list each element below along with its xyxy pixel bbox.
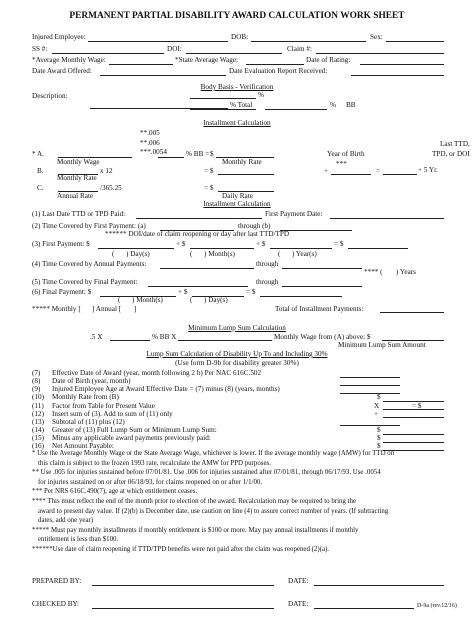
total-installment-field[interactable] (380, 312, 444, 313)
prepared-by-field[interactable] (92, 585, 274, 586)
monthly-checkbox-label[interactable]: ***** Monthly [ (32, 305, 81, 313)
months-open: ( (190, 250, 193, 258)
lump-row-text: Insert sum of (3). Add to sum of (11) only (52, 409, 173, 418)
age-ceases-stars: *** (336, 160, 347, 168)
footnote-line: ******Use date of claim reopening if TTD/TPD benefits were not paid after the claim was reopened (2)(a). (32, 546, 330, 553)
item-3-eq: = $ (334, 240, 344, 248)
annual-covered-from-field[interactable] (160, 268, 254, 269)
date-eval-report-label: Date Evaluation Report Received: (229, 67, 328, 75)
daily-rate-caption: Daily Rate (222, 192, 253, 200)
first-payment-field-2[interactable] (190, 248, 254, 249)
pct-total-field[interactable] (265, 109, 327, 110)
row-a-label: * A. (32, 150, 44, 158)
sex-field[interactable] (386, 41, 444, 42)
item-3-plus-1: + $ (176, 240, 186, 248)
annual-checkbox-close: ] (134, 305, 137, 313)
ss-field[interactable] (52, 53, 164, 54)
checked-date-label: DATE: (288, 600, 309, 608)
min-lump-sum-amount-caption: Minimum Lump Sum Amount (338, 341, 426, 349)
body-basis-heading: Body Basis - Verification (200, 83, 274, 91)
footnote-line: * Use the Average Monthly Wage or the State Average Wage, whichever is lower. If the average monthly wage (AMW) for TTD on (32, 450, 395, 457)
lump-row-number: (13) (32, 417, 44, 426)
checked-date-field[interactable] (314, 608, 414, 609)
installment-calc-heading: Installment Calculation (203, 119, 271, 127)
claim-field[interactable] (316, 53, 444, 54)
lump-row-text: Minus any applicable award payments previously paid: (52, 434, 211, 443)
row-b-label: B. (37, 167, 44, 175)
body-basis-field-1[interactable] (190, 98, 256, 99)
date-of-rating-label: Date of Rating: (306, 56, 351, 64)
total-installment-label: Total of Installment Payments: (275, 305, 364, 313)
state-avg-wage-label: *State Average Wage: (175, 56, 239, 64)
item-4-label: (4) Time Covered by Annual Payments: (32, 260, 147, 268)
footnote-line: entitlement is less than $100. (38, 536, 119, 544)
lump-row-symbol: $ (377, 434, 381, 443)
lump-row-number: (10) (32, 393, 44, 402)
months-label-1: ) Month(s) (204, 250, 235, 258)
factor-006: **.006 (140, 139, 160, 147)
doi-field[interactable] (186, 53, 282, 54)
days-open: ( (112, 250, 115, 258)
body-basis-pct-1: % (258, 91, 264, 99)
age-field[interactable] (331, 174, 371, 175)
lump-row-text: Effective Date of Award (year, month following 2 b) Per NAC 616C.502 (52, 369, 262, 377)
days-label: ) Day(s) (126, 250, 150, 258)
factor-eq-dollar: = $ (412, 401, 422, 410)
injured-employee-label: Injured Employee: (32, 33, 86, 41)
lump-row-symbol: + (374, 409, 379, 418)
description-label: Description: (32, 92, 68, 100)
prepared-date-label: DATE: (288, 577, 309, 585)
checked-by-label: CHECKED BY: (32, 600, 80, 608)
item-6-label: (6) Final Payment: $ (32, 288, 92, 296)
pct-total-label: % Total (230, 101, 253, 109)
date-of-rating-field[interactable] (360, 64, 444, 65)
lump-row-text: Net Amount Payable: (52, 442, 114, 451)
lump-row-symbol: $ (377, 426, 381, 435)
lump-row-text: Greater of (13) Full Lump Sum or Minimum Lump Sum: (52, 426, 217, 435)
checked-by-field[interactable] (92, 608, 274, 609)
factor-0054: ***.0054 (140, 148, 167, 156)
annual-covered-to-field[interactable] (282, 268, 362, 269)
item-3-label: (3) First Payment: $ (32, 240, 90, 248)
ss-label: SS #: (32, 45, 48, 53)
monthly-rate-caption-b: Monthly Rate (57, 174, 97, 182)
lump-row-number: (16) (32, 442, 44, 451)
years-open: ( (278, 250, 281, 258)
bb-pct-field[interactable] (158, 157, 184, 158)
footnote-line: dates, add one year) (38, 517, 94, 525)
item-6-plus: + $ (178, 288, 188, 296)
monthly-wage-from-a: Monthly Wage from (A) above: $ (274, 333, 371, 341)
years-label-1: ) Year(s) (292, 250, 317, 258)
lump-row-text: Injured Employee Age at Award Effective Date = (7) minus (8) (years, months) (52, 385, 280, 394)
lump-row-field[interactable] (383, 417, 444, 418)
lump-row-field[interactable] (383, 434, 444, 435)
first-payment-date-field[interactable] (330, 218, 444, 219)
x12-label: x 12 (100, 167, 113, 175)
dob-field[interactable] (251, 41, 366, 42)
item-6-eq: = $ (246, 288, 256, 296)
lump-row-field[interactable] (340, 425, 400, 426)
through-b-label: through (b) (238, 222, 271, 230)
years-label-2: ) Years (396, 268, 416, 276)
eq-sign: = (376, 167, 381, 175)
lump-row-text: Date of Birth (year, month) (52, 377, 131, 386)
min-lump-wage-field[interactable] (178, 340, 272, 341)
time-covered-b-field[interactable] (280, 230, 352, 231)
tpd-or-doi-label: TPD, or DOI (432, 150, 470, 158)
lump-row-field[interactable] (340, 385, 400, 386)
plus-sign: + (324, 167, 329, 175)
monthly-wage-caption: Monthly Wage (57, 158, 100, 166)
lump-row-number: (11) (32, 401, 44, 410)
avg-monthly-wage-field[interactable] (109, 64, 173, 65)
item-5-label: (5) Time Covered by Final Payment: (32, 278, 138, 286)
lump-row-number: (15) (32, 434, 44, 443)
state-avg-wage-field[interactable] (246, 64, 304, 65)
five-yr-label: + 5 Yr. (418, 166, 438, 174)
injured-employee-field[interactable] (88, 41, 228, 42)
item-3-plus-2: + $ (256, 240, 266, 248)
installment-calc-heading-2: Installment Calculation (203, 200, 271, 208)
date-eval-report-field[interactable] (351, 75, 444, 76)
lump-row-number: (8) (32, 377, 41, 386)
annual-checkbox-label[interactable]: ] Annual [ (92, 305, 122, 313)
last-ttd-label: Last TTD, (440, 140, 470, 148)
lump-row-field[interactable] (340, 377, 400, 378)
x05-label: .5 X (90, 333, 103, 341)
item-4-through: through (256, 260, 279, 268)
final-covered-to-field[interactable] (282, 286, 362, 287)
row-c-eq-dollar: = $ (204, 184, 214, 192)
months-label-2: ) Month(s) (132, 296, 163, 304)
months-open-2: ( (118, 296, 121, 304)
days-label-2: ) Day(s) (204, 296, 228, 304)
lump-row-field[interactable] (340, 393, 400, 394)
form-number: D-9a (rev.12/16) (417, 603, 457, 609)
end-year-field[interactable] (383, 174, 417, 175)
lump-row-symbol: X (374, 401, 380, 410)
prepared-date-field[interactable] (314, 585, 444, 586)
lump-row-number: (9) (32, 385, 41, 394)
final-payment-total-field[interactable] (260, 296, 342, 297)
use-form-note: (Use form D-9b for disability greater 30%) (175, 359, 299, 367)
monthly-rate-caption-a: Monthly Rate (222, 158, 262, 166)
footnote-line: this claim is subject to the frozen 1993 rate, recalculate the AMW for PPD purposes. (38, 459, 271, 467)
first-payment-field-3[interactable] (270, 248, 332, 249)
item-1-label: (1) Last Date TTD or TPD Paid: (32, 210, 126, 218)
bb-label: BB (346, 101, 356, 109)
lump-row-text: Monthly Rate from (B) (52, 393, 119, 402)
lump-row-text: Factor from Table for Present Value (52, 401, 155, 410)
years-stars: **** ( (364, 268, 383, 276)
min-lump-pct-field[interactable] (110, 340, 150, 341)
first-payment-total-field[interactable] (348, 248, 408, 249)
prepared-by-label: PREPARED BY: (32, 577, 82, 585)
footnote-line: **** This must reflect the end of the month prior to election of the award. Recalculation may be required to bring the (32, 498, 357, 505)
date-award-offered-label: Date Award Offered: (32, 67, 92, 75)
footnote-line: award to present day value. If (2)(b) is December date, use caution on line (4) to assure correct number of years. (If subtracting (38, 507, 389, 515)
lump-row-symbol: $ (377, 393, 381, 402)
item-5-through: through (256, 278, 279, 286)
pct-bb-x-label: % BB X (152, 333, 177, 341)
first-payment-field-1[interactable] (98, 248, 174, 249)
lump-row-field[interactable] (383, 442, 444, 443)
year-of-birth-caption: Year of Birth (327, 150, 365, 158)
footnote-line: ***** Must pay monthly installments if monthly entitlement is $100 or more. May pay annual installments if monthly (32, 526, 359, 534)
sex-label: Sex: (370, 33, 383, 41)
footnote-line: *** Per NRS 616C.490(7), age at which entitlement ceases. (32, 488, 198, 496)
div-36525: /365.25 (100, 184, 122, 192)
first-payment-date-label: First Payment Date: (265, 210, 323, 218)
doi-note: ****** DOI/date of claim reopening or day after last TTD/TPD (105, 230, 290, 238)
row-b-eq-dollar: = $ (204, 167, 214, 175)
annual-rate-field-b[interactable] (218, 174, 274, 175)
lump-row-symbol: $ (377, 442, 381, 451)
lump-row-text: Subtotal of (11) plus (12) (52, 417, 125, 426)
lump-row-number: (7) (32, 369, 41, 377)
item-2-label: (2) Time Covered by First Payment: (a) (32, 222, 146, 230)
final-covered-from-field[interactable] (148, 286, 248, 287)
footnote-line: ** Use .005 for injuries sustained before 07/01/81. Use .006 for injuries sustained after 07/01/81, through 06/17/93. Use .0054 (32, 469, 381, 477)
claim-label: Claim #: (287, 45, 312, 53)
last-date-ttd-field[interactable] (136, 218, 262, 219)
lump-row-number: (14) (32, 426, 44, 435)
form-title: PERMANENT PARTIAL DISABILITY AWARD CALCULATION WORK SHEET (69, 11, 405, 21)
lump-sum-heading: Lump Sum Calculation of Disability Up To and Including 30% (146, 350, 328, 358)
row-c-label: C. (37, 184, 44, 192)
avg-monthly-wage-label: *Average Monthly Wage: (32, 56, 106, 64)
pct-bb-eq: % BB = (186, 150, 210, 158)
lump-row-number: (12) (32, 409, 44, 418)
row-a-dollar: $ (210, 150, 214, 158)
days-open-2: ( (190, 296, 193, 304)
footnote-line: for injuries sustained on or after 06/18/93, for claims reopened on or after 1/1/00. (38, 478, 263, 486)
doi-label: DOI: (167, 45, 182, 53)
factor-005: **.005 (140, 129, 160, 137)
date-award-offered-field[interactable] (100, 75, 226, 76)
dob-label: DOB: (231, 33, 249, 41)
annual-rate-caption: Annual Rate (57, 192, 94, 200)
pct-total-sign: % (330, 101, 336, 109)
min-lump-sum-heading: Minimum Lump Sum Calculation (188, 324, 286, 332)
